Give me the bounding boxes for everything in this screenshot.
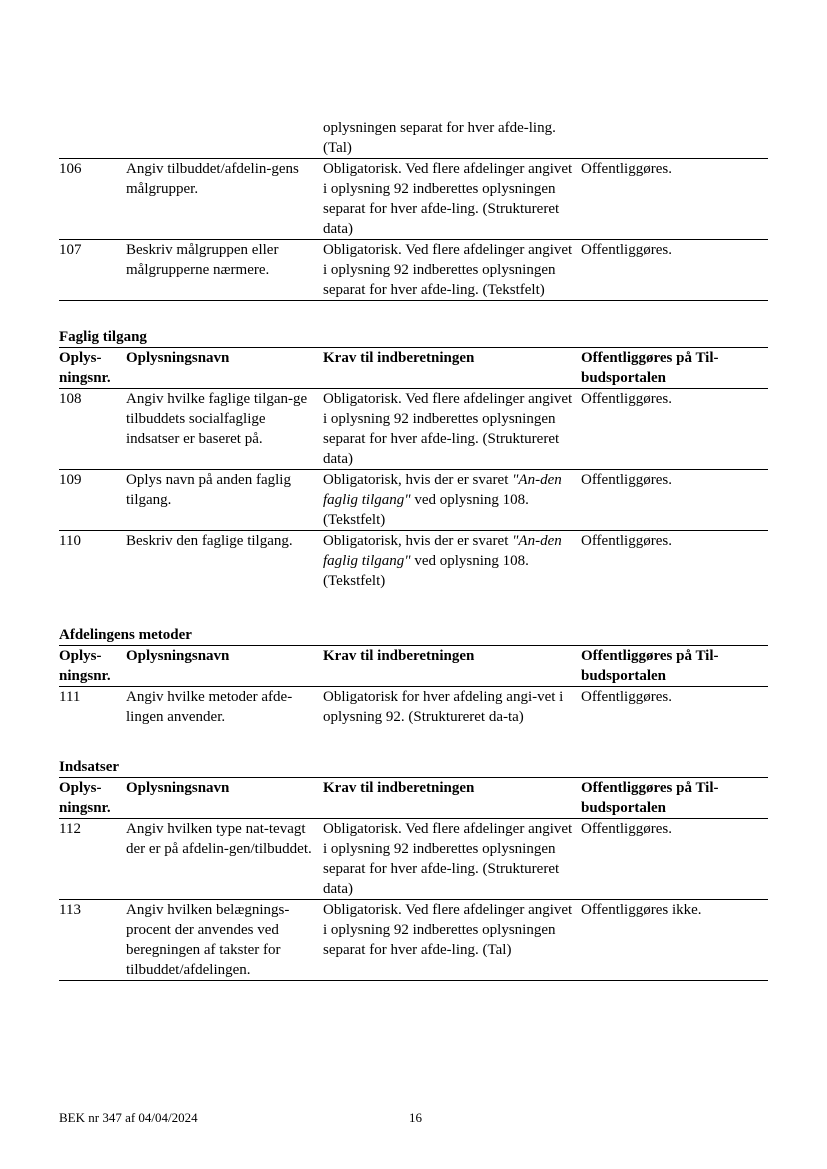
section-title: Faglig tilgang: [59, 329, 147, 345]
row-nr: 112: [59, 821, 81, 837]
table-row: [59, 159, 768, 240]
header-krav: Krav til indberetningen: [323, 780, 475, 796]
table-header-row: [59, 646, 768, 687]
row-navn: Oplys navn på anden faglig tilgang.: [126, 472, 291, 508]
page-number: 16: [409, 1110, 422, 1125]
row-offentlig: Offentliggøres.: [581, 161, 672, 177]
table-row: [59, 240, 768, 301]
row-krav: Obligatorisk for hver afdeling angi-vet i oplysning 92. (Struktureret da-ta): [323, 689, 564, 725]
header-offentlig: Offentliggøres på Til-budsportalen: [581, 648, 719, 684]
header-nr: Oplys-ningsnr.: [59, 350, 111, 386]
krav-emphasis: "An-den faglig tilgang": [323, 472, 562, 508]
row-krav: Obligatorisk. Ved flere afdelinger angivet i oplysning 92 indberettes oplysningen separat for hver afde-ling. (Tal): [323, 902, 573, 958]
row-navn: Angiv hvilke faglige tilgan-ge tilbuddets socialfaglige indsatser er baseret på.: [126, 391, 308, 447]
row-nr: 106: [59, 161, 82, 177]
section-title: Indsatser: [59, 759, 120, 775]
metoder-table: [59, 645, 768, 727]
row-navn: Angiv tilbuddet/afdelin-gens målgrupper.: [126, 161, 299, 197]
table-row: [59, 819, 768, 900]
table-header-row: [59, 778, 768, 819]
row-navn: Angiv hvilken type nat-tevagt der er på afdelin-gen/tilbuddet.: [126, 821, 312, 857]
krav-emphasis: "An-den faglig tilgang": [323, 533, 562, 569]
row-nr: 110: [59, 533, 81, 549]
indsatser-table: [59, 777, 768, 981]
krav-text: ved oplysning 108. (Tekstfelt): [323, 553, 529, 589]
header-offentlig: Offentliggøres på Til-budsportalen: [581, 350, 719, 386]
row-offentlig: Offentliggøres.: [581, 533, 672, 549]
row-krav: [323, 531, 581, 592]
continuation-row: [59, 118, 768, 159]
table-row: [59, 900, 768, 981]
row-offentlig: Offentliggøres.: [581, 391, 672, 407]
row-nr: 111: [59, 689, 81, 705]
header-offentlig: Offentliggøres på Til-budsportalen: [581, 780, 719, 816]
section-faglig-tilgang: [59, 327, 768, 591]
document-page: [59, 118, 768, 1009]
row-nr: 113: [59, 902, 81, 918]
continuation-section: [59, 118, 768, 301]
row-offentlig: Offentliggøres.: [581, 689, 672, 705]
row-navn: Angiv hvilke metoder afde-lingen anvender.: [126, 689, 293, 725]
footer-reference: BEK nr 347 af 04/04/2024: [59, 1110, 198, 1125]
row-nr: 108: [59, 391, 82, 407]
continuation-krav: oplysningen separat for hver afde-ling. (Tal): [323, 120, 556, 156]
row-nr: 107: [59, 242, 82, 258]
table-row: [59, 470, 768, 531]
continuation-table: [59, 118, 768, 301]
row-offentlig: Offentliggøres.: [581, 242, 672, 258]
row-offentlig: Offentliggøres.: [581, 821, 672, 837]
section-indsatser: [59, 757, 768, 981]
header-navn: Oplysningsnavn: [126, 350, 230, 366]
row-krav: [323, 470, 581, 531]
table-header-row: [59, 348, 768, 389]
table-row: [59, 687, 768, 728]
krav-text: ved oplysning 108. (Tekstfelt): [323, 492, 529, 528]
header-krav: Krav til indberetningen: [323, 350, 475, 366]
row-offentlig: Offentliggøres ikke.: [581, 902, 702, 918]
krav-text: Obligatorisk, hvis der er svaret: [323, 533, 513, 549]
row-krav: Obligatorisk. Ved flere afdelinger angivet i oplysning 92 indberettes oplysningen separat for hver afde-ling. (Struktureret data): [323, 161, 573, 237]
row-krav: Obligatorisk. Ved flere afdelinger angivet i oplysning 92 indberettes oplysningen separat for hver afde-ling. (Struktureret data): [323, 821, 573, 897]
header-krav: Krav til indberetningen: [323, 648, 475, 664]
header-nr: Oplys-ningsnr.: [59, 648, 111, 684]
row-offentlig: Offentliggøres.: [581, 472, 672, 488]
row-navn: Angiv hvilken belægnings-procent der anvendes ved beregningen af takster for tilbuddet/afdelingen.: [126, 902, 290, 978]
row-navn: Beskriv målgruppen eller målgrupperne nærmere.: [126, 242, 279, 278]
header-nr: Oplys-ningsnr.: [59, 780, 111, 816]
row-navn: Beskriv den faglige tilgang.: [126, 533, 293, 549]
section-afdelingens-metoder: [59, 625, 768, 727]
section-title: Afdelingens metoder: [59, 627, 192, 643]
header-navn: Oplysningsnavn: [126, 780, 230, 796]
row-krav: Obligatorisk. Ved flere afdelinger angivet i oplysning 92 indberettes oplysningen separat for hver afde-ling. (Tekstfelt): [323, 242, 573, 298]
header-navn: Oplysningsnavn: [126, 648, 230, 664]
krav-text: Obligatorisk, hvis der er svaret: [323, 472, 513, 488]
row-krav: Obligatorisk. Ved flere afdelinger angivet i oplysning 92 indberettes oplysningen separat for hver afde-ling. (Struktureret data): [323, 391, 573, 467]
table-row: [59, 531, 768, 592]
table-row: [59, 389, 768, 470]
row-nr: 109: [59, 472, 82, 488]
faglig-table: [59, 347, 768, 591]
